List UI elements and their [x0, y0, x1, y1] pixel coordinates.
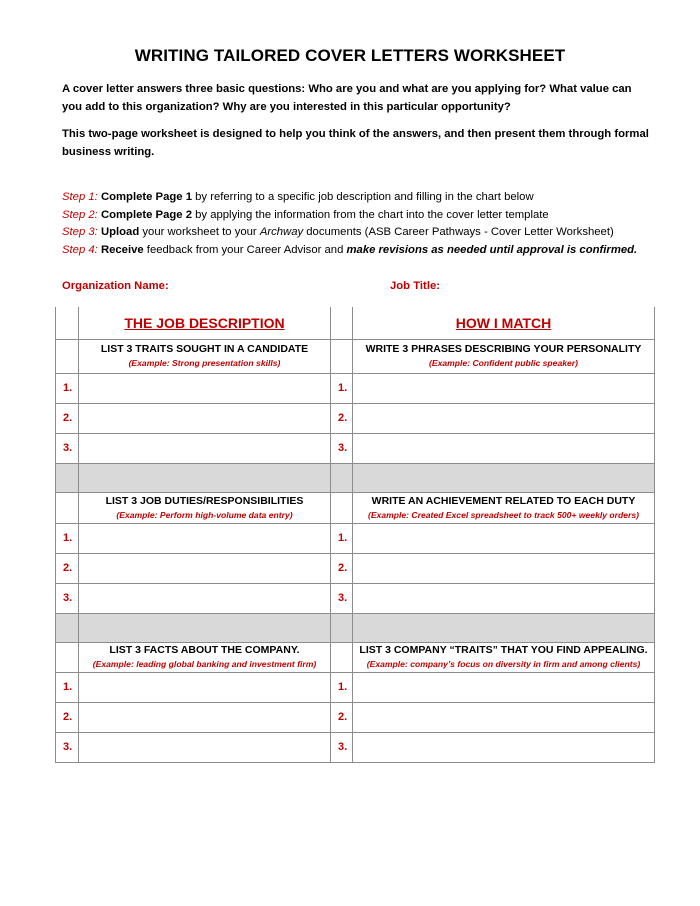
section-3-right-heading: LIST 3 COMPANY “TRAITS” THAT YOU FIND APPEALING. (Example: company’s focus on diversity in firm and among clients)	[353, 642, 655, 672]
how-i-match-header: HOW I MATCH	[353, 307, 655, 339]
duties-input-2[interactable]	[79, 553, 331, 583]
worksheet-title: WRITING TAILORED COVER LETTERS WORKSHEET	[134, 46, 566, 65]
step-4: Step 4: Receive feedback from your Career Advisor and make revisions as needed until approval is confirmed.	[62, 243, 638, 256]
table-row: 2. 2.	[56, 553, 655, 583]
company-facts-input-1[interactable]	[79, 672, 331, 702]
table-row: 1. 1.	[56, 672, 655, 702]
section-header-row	[56, 492, 655, 523]
company-facts-input-2[interactable]	[79, 702, 331, 732]
traits-input-2[interactable]	[79, 403, 331, 433]
section-header-row	[56, 339, 655, 373]
personality-input-1[interactable]	[353, 373, 655, 403]
personality-input-2[interactable]	[353, 403, 655, 433]
worksheet-table	[55, 307, 655, 763]
personality-input-3[interactable]	[353, 433, 655, 463]
table-row: 3. 3.	[56, 732, 655, 762]
table-row: 2. 2.	[56, 403, 655, 433]
table-row: 2. 2.	[56, 702, 655, 732]
organization-name-label: Organization Name:	[62, 280, 169, 292]
section-header-row	[56, 642, 655, 672]
traits-input-1[interactable]	[79, 373, 331, 403]
job-title-label: Job Title:	[390, 280, 441, 292]
table-header-row	[56, 307, 655, 339]
table-row: 1. 1.	[56, 373, 655, 403]
duties-input-3[interactable]	[79, 583, 331, 613]
section-1-left-heading: LIST 3 TRAITS SOUGHT IN A CANDIDATE (Example: Strong presentation skills)	[79, 339, 331, 373]
table-row: 3. 3.	[56, 433, 655, 463]
traits-input-3[interactable]	[79, 433, 331, 463]
table-row: 3. 3.	[56, 583, 655, 613]
steps-list	[62, 189, 662, 259]
duties-input-1[interactable]	[79, 523, 331, 553]
intro-paragraph-1: A cover letter answers three basic questions: Who are you and what are you applying for? What value can you add to this organization? Why are you interested in this particular opportunity?	[62, 83, 632, 113]
company-traits-input-3[interactable]	[353, 732, 655, 762]
step-3: Step 3: Upload your worksheet to your Archway documents (ASB Career Pathways - Cover Letter Worksheet)	[62, 226, 614, 238]
section-3-left-heading: LIST 3 FACTS ABOUT THE COMPANY. (Example: leading global banking and investment firm)	[79, 642, 331, 672]
company-traits-input-2[interactable]	[353, 702, 655, 732]
achievement-input-2[interactable]	[353, 553, 655, 583]
section-2-right-heading: WRITE AN ACHIEVEMENT RELATED TO EACH DUTY (Example: Created Excel spreadsheet to track 500+ weekly orders)	[353, 492, 655, 523]
achievement-input-3[interactable]	[353, 583, 655, 613]
company-traits-input-1[interactable]	[353, 672, 655, 702]
section-2-left-heading: LIST 3 JOB DUTIES/RESPONSIBILITIES (Example: Perform high-volume data entry)	[79, 492, 331, 523]
step-2: Step 2: Complete Page 2 by applying the information from the chart into the cover letter template	[62, 208, 549, 221]
job-description-header: THE JOB DESCRIPTION	[79, 307, 331, 339]
achievement-input-1[interactable]	[353, 523, 655, 553]
company-facts-input-3[interactable]	[79, 732, 331, 762]
section-divider	[56, 613, 655, 642]
step-1: Step 1: Complete Page 1 by referring to a specific job description and filling in the chart below	[62, 191, 534, 203]
section-divider	[56, 463, 655, 492]
table-row: 1. 1.	[56, 523, 655, 553]
intro-paragraph-2: This two-page worksheet is designed to help you think of the answers, and then present them through formal business writing.	[62, 128, 649, 158]
section-1-right-heading: WRITE 3 PHRASES DESCRIBING YOUR PERSONALITY (Example: Confident public speaker)	[353, 339, 655, 373]
